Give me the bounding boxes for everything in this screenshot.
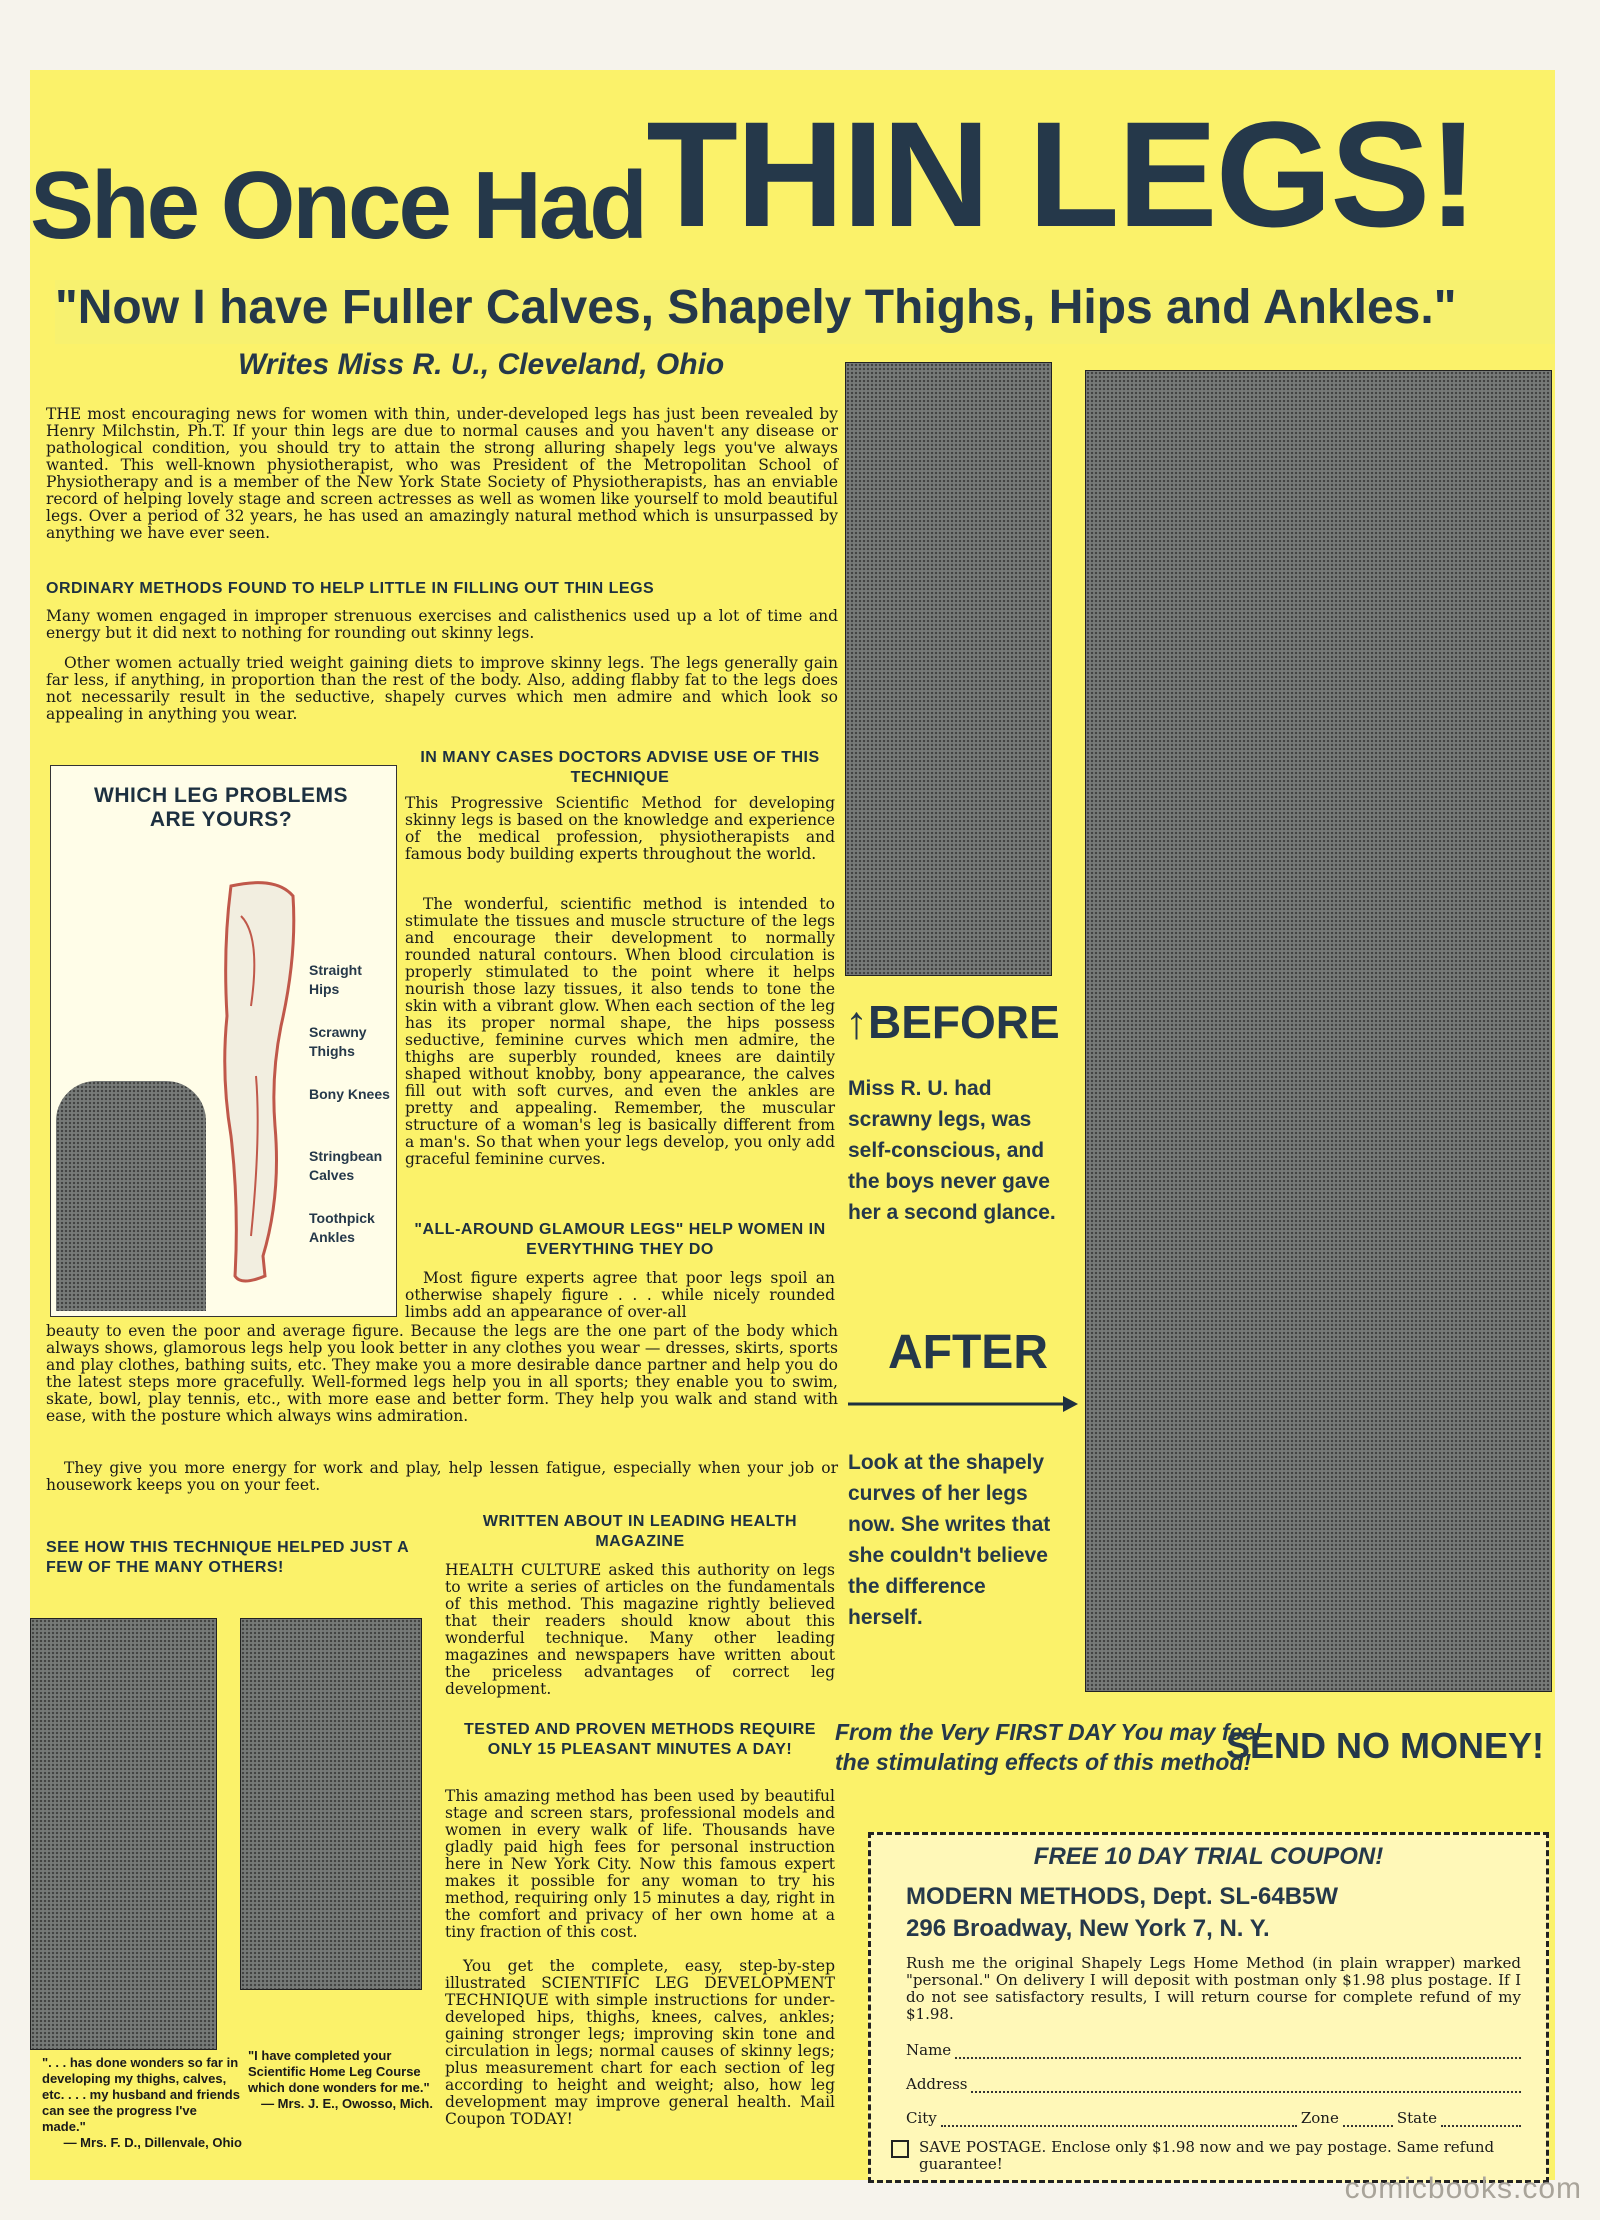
testimonial-author: — Mrs. J. E., Owosso, Mich. [261, 2096, 433, 2111]
ordinary-p1: Many women engaged in improper strenuous exercises and calisthenics used up a lot of time and energy but it did next to nothing for rounding out skinny legs. [46, 607, 838, 642]
headline [30, 88, 1555, 288]
before-caption: Miss R. U. had scrawny legs, was self-conscious, and the boys never gave her a second glance. [848, 1077, 1056, 1224]
city-field[interactable] [941, 2111, 1297, 2127]
coupon-body: Rush me the original Shapely Legs Home Method (in plain wrapper) marked "personal." On delivery I will deposit with postman only $1.98 plus postage. If I do not see satisfactory results, I will return course for complete refund of my $1.98. [906, 1954, 1521, 2023]
man-portrait [56, 1081, 206, 1311]
subheadline: "Now I have Fuller Calves, Shapely Thighs, Hips and Ankles." [55, 280, 1555, 344]
heading-ordinary: ORDINARY METHODS FOUND TO HELP LITTLE IN FILLING OUT THIN LEGS [46, 580, 655, 597]
arrow-right-icon [848, 1392, 1078, 1416]
coupon-title: FREE 10 DAY TRIAL COUPON! [1033, 1843, 1384, 1870]
heading-see-how: SEE HOW THIS TECHNIQUE HELPED JUST A FEW OF THE MANY OTHERS! [46, 1539, 409, 1576]
watermark: comicbooks.com [1344, 2172, 1582, 2205]
send-no-money: SEND NO MONEY! [1225, 1725, 1545, 1766]
heading-doctors: IN MANY CASES DOCTORS ADVISE USE OF THIS TECHNIQUE [420, 749, 820, 786]
heading-tested: TESTED AND PROVEN METHODS REQUIRE ONLY 15 PLEASANT MINUTES A DAY! [464, 1721, 816, 1758]
testimonial-1 [42, 2055, 242, 2151]
intro-text: THE most encouraging news for women with thin, under-developed legs has just been revealed by Henry Milchstin, Ph.T. If your thin legs are due to normal causes and you haven't any disease or pathological condition, you should try to attain the strong alluring shapely legs you've always wanted. This well-known physiotherapist, who was President of the Metropolitan School of Physiotherapy and is a member of the New York State Society of Physiotherapists, has an enviable record of helping lovely stage and screen actresses as well as women like yourself to mold beautiful legs. Over a period of 32 years, he has used an amazingly natural method which is unsurpassed by anything we have ever seen. [46, 405, 838, 542]
city-field-row [906, 2103, 1521, 2127]
save-postage-row [891, 2139, 1531, 2173]
coupon-address: 296 Broadway, New York 7, N. Y. [906, 1915, 1270, 1942]
leg-label: Toothpick Ankles [309, 1210, 375, 1245]
arrow-up-icon: ↑ [845, 996, 868, 1048]
name-field-row [906, 2035, 1521, 2059]
state-label: State [1396, 2109, 1437, 2127]
tested-p2: You get the complete, easy, step-by-step illustrated SCIENTIFIC LEG DEVELOPMENT TECHNIQUE with simple instructions for under-developed hips, thighs, knees, calves, ankles; gaining stronger legs; improving skin tone and circulation in legs; normal causes of skinny legs; plus measurement chart for each section of leg according to height and weight; also, how leg development may improve general health. Mail Coupon TODAY! [445, 1957, 835, 2128]
before-label-row [845, 995, 1060, 1049]
coupon-company: MODERN METHODS, Dept. SL-64B5W [906, 1883, 1339, 1910]
save-postage-checkbox[interactable] [891, 2140, 909, 2158]
name-label: Name [906, 2041, 952, 2059]
heading-written: WRITTEN ABOUT IN LEADING HEALTH MAGAZINE [482, 1513, 798, 1550]
first-day-text: From the Very FIRST DAY You may feel the stimulating effects of this method! [835, 1719, 1262, 1775]
leg-diagram-icon [201, 876, 311, 1306]
zone-label: Zone [1300, 2109, 1339, 2127]
heading-glamour: "ALL-AROUND GLAMOUR LEGS" HELP WOMEN IN EVERYTHING THEY DO [414, 1221, 826, 1258]
trial-coupon [868, 1832, 1549, 2183]
state-field[interactable] [1441, 2111, 1521, 2127]
headline-part2: THIN LEGS! [646, 90, 1477, 258]
after-caption: Look at the shapely curves of her legs now. She writes that she couldn't believe the difference herself. [848, 1451, 1051, 1629]
ordinary-p2: Other women actually tried weight gaining diets to improve skinny legs. The legs generally gain far less, if anything, in proportion than the rest of the body. Also, adding flabby fat to the legs does not necessarily result in the seductive, shapely curves which men admire and which look so appealing in anything you wear. [46, 654, 838, 723]
byline: Writes Miss R. U., Cleveland, Ohio [238, 348, 725, 381]
ad-page [30, 70, 1555, 2180]
leg-label: Scrawny Thighs [309, 1024, 367, 1059]
address-label: Address [906, 2075, 968, 2093]
testimonial-photo-1 [30, 1618, 217, 2050]
after-label: AFTER [888, 1326, 1048, 1379]
headline-part1: She Once Had [30, 152, 645, 259]
doctors-p2: The wonderful, scientific method is intended to stimulate the tissues and muscle structure of the legs and encourage their development to normally rounded natural contours. When blood circulation is properly stimulated to the point where it helps nourish those lazy tissues, it also tends to tone the skin with a vibrant glow. When each section of the leg has its proper normal shape, the hips possess seductive, feminine curves which men admire, the thighs are superbly rounded, knees are daintily shaped without knobby, bony appearance, the calves fill out with soft curves, and even the ankles are pretty and appealing. Remember, the muscular structure of a woman's leg is basically different from a man's. So that when your legs develop, you only add graceful feminine curves. [405, 895, 835, 1168]
after-photo [1085, 370, 1552, 1692]
city-label: City [906, 2109, 937, 2127]
save-postage-text: SAVE POSTAGE. Enclose only $1.98 now and we pay postage. Same refund guarantee! [919, 2138, 1495, 2173]
address-field[interactable] [971, 2077, 1521, 2093]
leg-label: Stringbean Calves [309, 1148, 383, 1183]
before-photo [845, 362, 1052, 976]
leg-box-title: WHICH LEG PROBLEMS ARE YOURS? [94, 784, 348, 831]
glamour-p1a: Most figure experts agree that poor legs spoil an otherwise shapely figure . . . while nicely rounded limbs add an appearance of over-all [405, 1269, 835, 1321]
glamour-p2: They give you more energy for work and play, help lessen fatigue, especially when your job or housework keeps you on your feet. [46, 1459, 838, 1494]
tested-p1: This amazing method has been used by beautiful stage and screen stars, professional models and women in every walk of life. Thousands have gladly paid high fees for personal instruction here in New York City. Now this famous expert makes it possible for any woman to try his method, requiring only 15 minutes a day, right in the comfort and privacy of her own home at a tiny fraction of this cost. [445, 1787, 835, 1941]
name-field[interactable] [955, 2043, 1521, 2059]
written-p1: HEALTH CULTURE asked this authority on legs to write a series of articles on the fundamentals of this method. This magazine rightly believed that their readers should know about this wonderful technique. Many other leading magazines and newspapers have written about the priceless advantages of correct leg development. [445, 1561, 835, 1698]
testimonial-quote: "I have completed your Scientific Home Leg Course which done wonders for me." [248, 2048, 430, 2095]
zone-field[interactable] [1343, 2111, 1393, 2127]
testimonial-2 [248, 2048, 433, 2112]
leg-labels [309, 961, 394, 1271]
before-label: BEFORE [868, 996, 1060, 1048]
address-field-row [906, 2069, 1521, 2093]
leg-label: Bony Knees [309, 1086, 390, 1102]
leg-label: Straight Hips [309, 962, 362, 997]
testimonial-photo-2 [240, 1618, 422, 1990]
leg-problems-box [50, 765, 397, 1317]
doctors-p1: This Progressive Scientific Method for developing skinny legs is based on the knowledge and experience of the medical profession, physiotherapists and famous body building experts throughout the world. [405, 794, 835, 863]
testimonial-quote: ". . . has done wonders so far in developing my thighs, calves, etc. . . . my husband and friends can see the progress I've made." [42, 2055, 240, 2134]
testimonial-author: — Mrs. F. D., Dillenvale, Ohio [63, 2135, 242, 2150]
glamour-p1b: beauty to even the poor and average figure. Because the legs are the one part of the body which always shows, glamorous legs help you look better in any clothes you wear — dresses, skirts, sports and play clothes, bathing suits, etc. They make you a more desirable dance partner and help you do the latest steps more gracefully. Well-formed legs help you in all sports; they enable you to swim, skate, bowl, play tennis, etc., with more ease and better form. They help you walk and stand with ease, with the posture which always wins admiration. [46, 1322, 838, 1425]
